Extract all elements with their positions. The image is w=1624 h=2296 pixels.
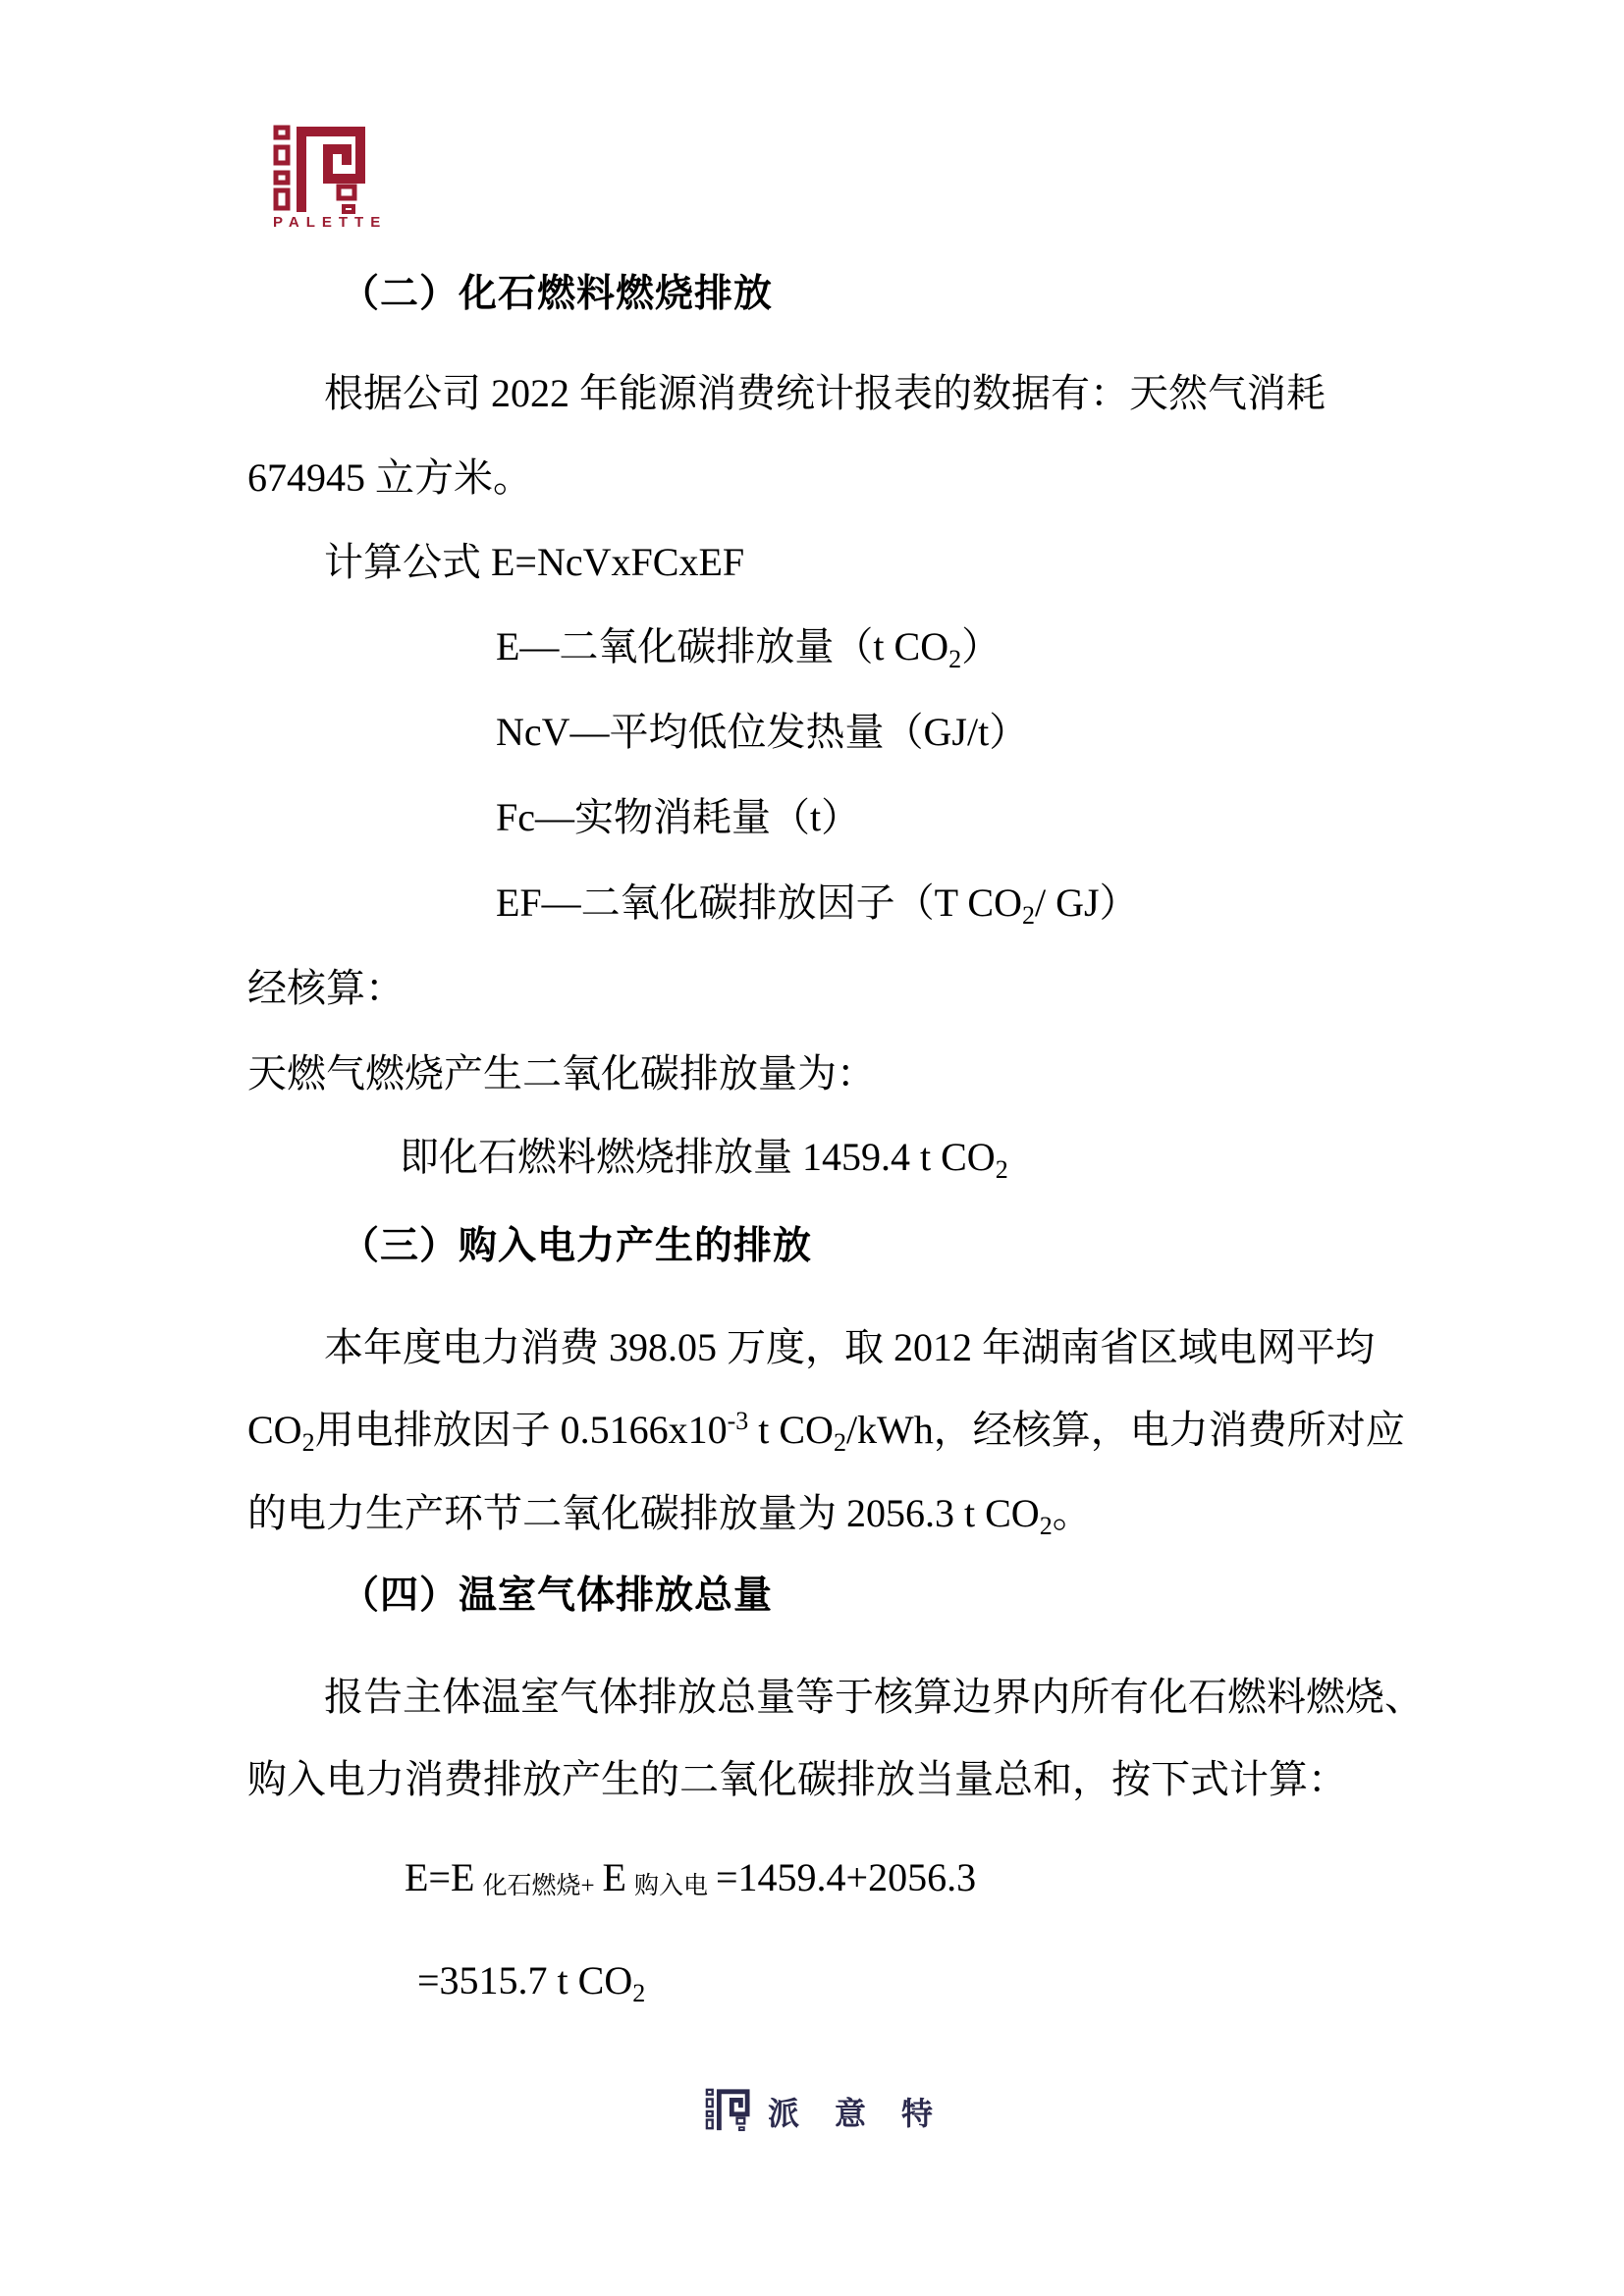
formula-sum: =1459.4+2056.3: [716, 1855, 977, 1899]
footer-logo-icon: [705, 2086, 750, 2133]
co2-text: CO: [247, 1408, 302, 1452]
paragraph-total-line2: 购入电力消费排放产生的二氧化碳排放当量总和，按下式计算：: [247, 1757, 1347, 1801]
co2-subscript: 2: [1021, 901, 1035, 930]
definition-fc: Fc—实物消耗量（t）: [496, 795, 861, 839]
emission-factor-text: 用电排放因子 0.5166x10: [314, 1408, 728, 1452]
result-fossil-fuel-text: 即化石燃料燃烧排放量 1459.4 t CO: [400, 1135, 996, 1179]
co2-subscript: 2: [632, 1979, 646, 2007]
paragraph-after-accounting: 经核算：: [247, 966, 405, 1010]
definition-ef-close: / GJ）: [1034, 881, 1139, 925]
definition-ef: [496, 881, 1139, 930]
definition-e-text: E—二氧化碳排放量（t CO: [496, 624, 949, 668]
paragraph-gas-consumption-line1: 根据公司 2022 年能源消费统计报表的数据有：天然气消耗: [324, 371, 1326, 415]
paragraph-gas-emission-intro: 天燃气燃烧产生二氧化碳排放量为：: [247, 1051, 876, 1095]
definition-e: [496, 624, 1001, 673]
paragraph-electricity-line1: 本年度电力消费 398.05 万度，取 2012 年湖南省区域电网平均: [324, 1325, 1375, 1369]
total-emission-result: [417, 1958, 646, 2007]
section-heading-fossil-fuel: （二）化石燃料燃烧排放: [341, 273, 774, 315]
co2-subscript: 2: [948, 645, 962, 673]
unit-rest-text: /kWh，经核算，电力消费所对应: [845, 1408, 1405, 1452]
definition-e-close: ）: [961, 624, 1001, 668]
paragraph-total-line1: 报告主体温室气体排放总量等于核算边界内所有化石燃料燃烧、: [324, 1675, 1424, 1719]
palette-logo-text: PALETTE: [273, 214, 388, 231]
paragraph-gas-consumption-line2: 674945 立方米。: [247, 455, 532, 500]
formula-definition-intro: 计算公式 E=NcVxFCxEF: [324, 540, 745, 584]
result-fossil-fuel-emission: [400, 1135, 1008, 1184]
co2-subscript: 2: [995, 1155, 1008, 1184]
period-text: 。: [1052, 1491, 1092, 1535]
formula-fossil-subscript: 化石燃烧+: [482, 1873, 595, 1899]
formula-purchased-subscript: 购入电: [633, 1873, 708, 1899]
definition-ncv: NcV—平均低位发热量（GJ/t）: [496, 710, 1029, 754]
co2-subscript: 2: [1039, 1512, 1053, 1540]
definition-ef-text: EF—二氧化碳排放因子（T CO: [496, 881, 1022, 925]
unit-text: t CO: [748, 1408, 834, 1452]
exponent-superscript: -3: [727, 1407, 749, 1435]
formula-e2: E: [602, 1855, 626, 1899]
footer-brand-text: 派意特: [768, 2096, 969, 2131]
co2-subscript: 2: [301, 1428, 315, 1457]
palette-logo-icon: [272, 124, 366, 214]
total-result-text: =3515.7 t CO: [417, 1958, 633, 2002]
electricity-emission-text: 的电力生产环节二氧化碳排放量为 2056.3 t CO: [247, 1491, 1040, 1535]
section-heading-total-ghg: （四）温室气体排放总量: [341, 1575, 774, 1617]
co2-subscript: 2: [833, 1428, 846, 1457]
section-heading-purchased-electricity: （三）购入电力产生的排放: [341, 1225, 813, 1267]
paragraph-electricity-line3: [247, 1491, 1092, 1540]
paragraph-electricity-line2: [247, 1407, 1405, 1457]
formula-e-equals: E=E: [405, 1855, 475, 1899]
total-emission-formula: [405, 1855, 976, 1900]
